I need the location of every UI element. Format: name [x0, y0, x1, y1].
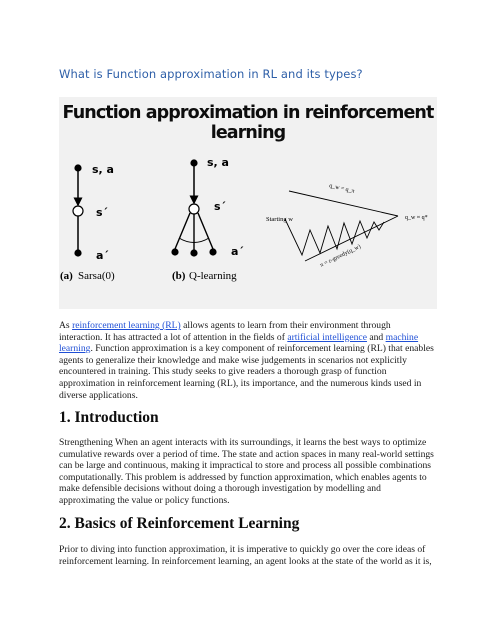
section-2-body: Prior to diving into function approximation, it is imperative to quickly go over the core ideas of reinforcement learning. In reinforcement learning, an agent looks at the state of the world as it is,	[59, 544, 432, 567]
policy-iteration-diagram	[266, 183, 428, 269]
qlearning-node-sa: s, a	[207, 156, 229, 169]
intro-text-1: As	[59, 320, 73, 331]
intro-text-3: and	[366, 331, 386, 343]
section-2-heading: 2. Basics of Reinforcement Learning	[59, 515, 300, 532]
qlearning-backup-diagram	[171, 156, 244, 282]
section-1-heading: 1. Introduction	[59, 409, 159, 426]
qlearning-node-a-prime: a´	[231, 245, 244, 258]
section-1-body: Strengthening When an agent interacts with its surroundings, it learns the best ways to optimize cumulative rewards over a period of time. The state and action spaces in many real-world settings can be large and continuous, making it impractical to store and process all possible combinations computationally. This problem is addressed by function approximation, which enables agents to make defensible decisions without doing a thorough investigation by modelling and approximating the value or policy functions.	[59, 437, 434, 506]
link-machine-learning[interactable]: machine learning	[59, 331, 419, 355]
sarsa-node-sa: s, a	[92, 163, 114, 176]
sarsa-node-a-prime: a´	[96, 249, 109, 262]
figure-image	[59, 97, 437, 309]
figure-heading: Function approximation in reinforcement learning	[62, 103, 434, 143]
document-title: What is Function approximation in RL and its types?	[59, 67, 363, 81]
intro-text-4: . Function approximation is a key component of reinforcement learning (RL) that enables agents to generalize their knowledge and make wise judgements in scenarios not explicitly encountered in training. This study seeks to give readers a thorough grasp of function approximation in reinforcement learning (RL), its importance, and the numerous kinds used in diverse applications.	[59, 343, 434, 401]
qlearning-node-s-prime: s´	[214, 200, 227, 213]
qlearning-caption-text: Q-learning	[189, 270, 237, 282]
link-reinforcement-learning[interactable]: reinforcement learning (RL)	[72, 320, 181, 331]
link-artificial-intelligence[interactable]: artificial intelligence	[287, 331, 367, 343]
convergence-label: q_w ≈ q*	[405, 215, 428, 221]
intro-paragraph	[59, 320, 435, 401]
sarsa-backup-diagram	[60, 163, 115, 282]
sarsa-caption-tag: (a)	[60, 270, 73, 282]
sarsa-node-s-prime: s´	[96, 206, 109, 219]
sarsa-caption-text: Sarsa(0)	[78, 270, 115, 282]
upper-line-label: q_w = q_π	[328, 183, 355, 195]
intro-text-2: allows agents to learn from their environment through interaction. It has attracted a lot of attention in the fields of	[59, 320, 391, 343]
figure-diagrams	[59, 97, 437, 309]
lower-line-label: π = ε-greedy(q_w)	[319, 243, 362, 269]
qlearning-caption-tag: (b)	[172, 270, 186, 282]
starting-w-label: Starting w	[266, 216, 293, 223]
